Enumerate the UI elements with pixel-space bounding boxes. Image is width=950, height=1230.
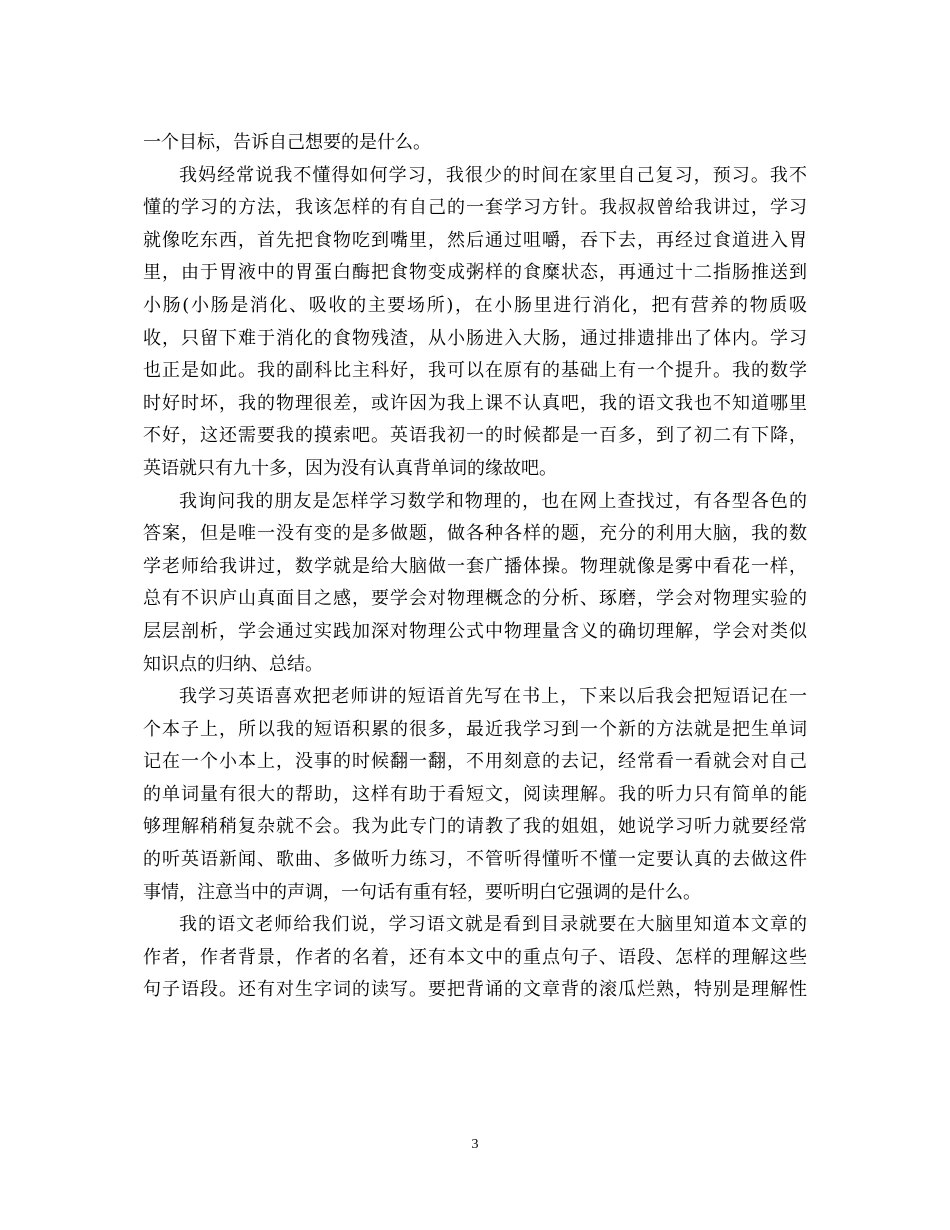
text-line: 也正是如此。我的副科比主科好，我可以在原有的基础上有一个提升。我的数学 [143, 360, 807, 382]
text-line: 英语就只有九十多，因为没有认真背单词的缘故吧。 [143, 457, 557, 479]
paragraph-first-line: 我学习英语喜欢把老师讲的短语首先写在书上，下来以后我会把短语记在一 [179, 686, 807, 708]
text-line: 一个目标，告诉自己想要的是什么。 [143, 132, 431, 153]
text-line: 层层剖析，学会通过实践加深对物理公式中物理量含义的确切理解，学会对类似 [143, 620, 807, 642]
paragraph-first-line: 我的语文老师给我们说，学习语文就是看到目录就要在大脑里知道本文章的 [179, 914, 807, 936]
text-line: 收，只留下难于消化的食物残渣，从小肠进入大肠，通过排遗排出了体内。学习 [143, 327, 807, 349]
body-text [143, 127, 807, 1007]
text-line: 作者，作者背景，作者的名着，还有本文中的重点句子、语段、怎样的理解这些 [143, 946, 807, 968]
text-line: 就像吃东西，首先把食物吃到嘴里，然后通过咀嚼，吞下去，再经过食道进入胃 [143, 229, 807, 251]
text-line: 个本子上，所以我的短语积累的很多，最近我学习到一个新的方法就是把生单词 [143, 718, 807, 740]
text-line: 总有不识庐山真面目之感，要学会对物理概念的分析、琢磨，学会对物理实验的 [143, 588, 807, 610]
text-line: 事情，注意当中的声调，一句话有重有轻，要听明白它强调的是什么。 [143, 881, 701, 903]
text-line: 学老师给我讲过，数学就是给大脑做一套广播体操。物理就像是雾中看花一样， [143, 555, 807, 577]
text-line: 知识点的归纳、总结。 [143, 653, 323, 675]
text-line: 时好时坏，我的物理很差，或许因为我上课不认真吧，我的语文我也不知道哪里 [143, 392, 807, 414]
paragraph-first-line: 我妈经常说我不懂得如何学习，我很少的时间在家里自己复习，预习。我不 [179, 164, 807, 186]
text-line: 不好，这还需要我的摸索吧。英语我初一的时候都是一百多，到了初二有下降， [143, 425, 807, 447]
text-line: 的单词量有很大的帮助，这样有助于看短文，阅读理解。我的听力只有简单的能 [143, 783, 807, 805]
text-line: 记在一个小本上，没事的时候翻一翻，不用刻意的去记，经常看一看就会对自己 [143, 751, 807, 773]
text-line: 里，由于胃液中的胃蛋白酶把食物变成粥样的食糜状态，再通过十二指肠推送到 [143, 262, 807, 284]
text-line: 小肠(小肠是消化、吸收的主要场所)，在小肠里进行消化，把有营养的物质吸 [143, 294, 807, 316]
text-line: 懂的学习的方法，我该怎样的有自己的一套学习方针。我叔叔曾给我讲过，学习 [143, 197, 807, 219]
text-line: 答案，但是唯一没有变的是多做题，做各种各样的题，充分的利用大脑，我的数 [143, 523, 807, 545]
text-line: 够理解稍稍复杂就不会。我为此专门的请教了我的姐姐，她说学习听力就要经常 [143, 816, 807, 838]
paragraph-first-line: 我询问我的朋友是怎样学习数学和物理的，也在网上查找过，有各型各色的 [179, 490, 807, 512]
text-line: 句子语段。还有对生字词的读写。要把背诵的文章背的滚瓜烂熟，特别是理解性 [143, 979, 807, 1001]
text-line: 的听英语新闻、歌曲、多做听力练习，不管听得懂听不懂一定要认真的去做这件 [143, 849, 807, 871]
page-number: 3 [471, 1137, 479, 1152]
